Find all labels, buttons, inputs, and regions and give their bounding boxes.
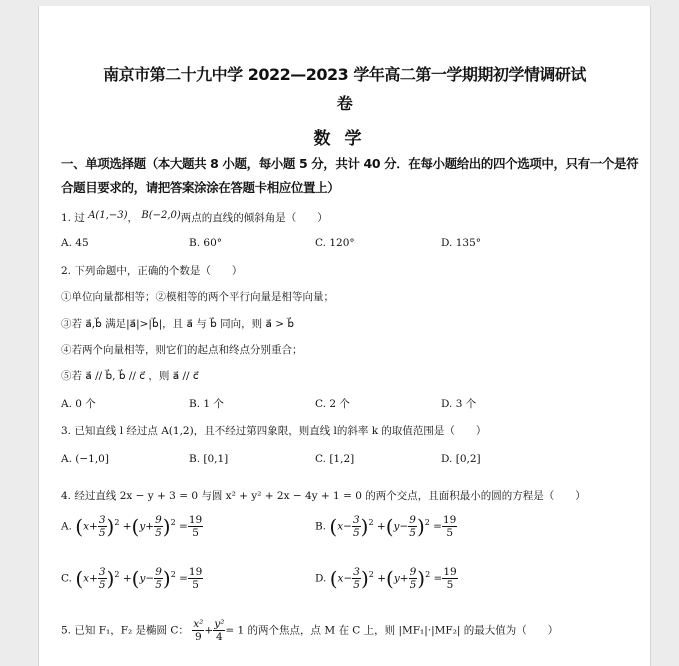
q1-option-a: A. 45 <box>61 237 89 249</box>
q4-option-d-label: D. <box>315 572 327 585</box>
exam-title-line1: 南京市第二十九中学 2022—2023 学年高二第一学期期初学情调研试 <box>103 65 586 84</box>
exam-title-line2: 卷 <box>336 94 353 113</box>
q4-option-a: A. (x+ $\frac{3}{5}$ )$^2$ +(y+ $\frac{9}{5}$ )$^2$ = $\frac{19}{5}$ <box>61 514 203 539</box>
q1-point-a: A(1,−3) <box>88 210 128 221</box>
subject-heading: 数学 <box>313 129 376 149</box>
q3-option-a: A. (−1,0] <box>61 453 109 465</box>
q5-suffix: = 1 的两个焦点，点 M 在 C 上，则 |MF₁|·|MF₂| 的最大值为（ ） <box>225 624 559 637</box>
q2-option-a: A. 0 个 <box>61 398 96 410</box>
q4-option-d: D. (x− $\frac{3}{5}$ )$^2$ +(y+ $\frac{9}{5}$ )$^2$ = $\frac{19}{5}$ <box>315 566 457 591</box>
q2-statement-5: ⑤若 a⃗ // b⃗, b⃗ // c⃗ ，则 a⃗ // c⃗ <box>61 370 199 382</box>
q1-option-d: D. 135° <box>441 237 482 249</box>
q2-option-c: C. 2 个 <box>315 398 350 410</box>
q4-option-b-label: B. <box>315 520 327 533</box>
q1-option-c: C. 120° <box>315 237 355 249</box>
q1-sep: ， <box>127 212 139 224</box>
q3-option-d: D. [0,2] <box>441 453 481 465</box>
q3-option-c: C. [1,2] <box>315 453 355 465</box>
q2-option-d: D. 3 个 <box>441 398 477 410</box>
q2-option-b: B. 1 个 <box>189 398 224 410</box>
q1-suffix: 两点的直线的倾斜角是（ ） <box>180 212 328 224</box>
question-3-stem: 3. 已知直线 l 经过点 A(1,2)，且不经过第四象限，则直线 l的斜率 k 的取值范围是（ ） <box>61 425 487 437</box>
q1-point-b: B(−2,0) <box>141 210 181 221</box>
question-5-stem: 5. 已知 F₁，F₂ 是椭圆 C： $\frac{\text{x²}}{9}$ + $\frac{\text{y²}}{4}$ = 1 的两个焦点，点 M 在 C 上，则 |MF₁|·|MF₂| 的最大值为（ ） <box>61 618 559 643</box>
q4-option-b: B. (x− $\frac{3}{5}$ )$^2$ +(y− $\frac{9}{5}$ )$^2$ = $\frac{19}{5}$ <box>315 514 457 539</box>
section-heading: 一、单项选择题（本大题共 8 小题，每小题 5 分，共计 40 分．在每小题给出的四个选项中，只有一个是符合题目要求的，请把答案涂涂在答题卡相应位置上） <box>61 156 639 195</box>
q5-prefix: 5. 已知 F₁，F₂ 是椭圆 C： <box>61 624 189 637</box>
q2-statement-1-2: ①单位向量都相等；②模相等的两个平行向量是相等向量； <box>61 291 334 303</box>
q3-option-b: B. [0,1] <box>189 453 229 465</box>
q1-option-b: B. 60° <box>189 237 223 249</box>
q2-statement-4: ④若两个向量相等，则它们的起点和终点分别重合； <box>61 344 303 356</box>
q4-option-a-label: A. <box>61 520 72 533</box>
question-4-stem: 4. 经过直线 2x − y + 3 = 0 与圆 x² + y² + 2x − 4y + 1 = 0 的两个交点，且面积最小的圆的方程是（ ） <box>61 490 586 502</box>
q2-statement-3: ③若 a⃗,b⃗ 满足|a⃗|>|b⃗|，且 a⃗ 与 b⃗ 同向，则 a⃗ > b⃗ <box>61 318 295 330</box>
question-2-stem: 2. 下列命题中，正确的个数是（ ） <box>61 265 243 277</box>
q1-prefix: 1. 过 <box>61 212 85 224</box>
q4-option-c: C. (x+ $\frac{3}{5}$ )$^2$ +(y− $\frac{9}{5}$ )$^2$ = $\frac{19}{5}$ <box>61 566 203 591</box>
question-1-stem <box>61 210 328 225</box>
q4-option-c-label: C. <box>61 572 72 585</box>
document-page <box>38 6 651 666</box>
